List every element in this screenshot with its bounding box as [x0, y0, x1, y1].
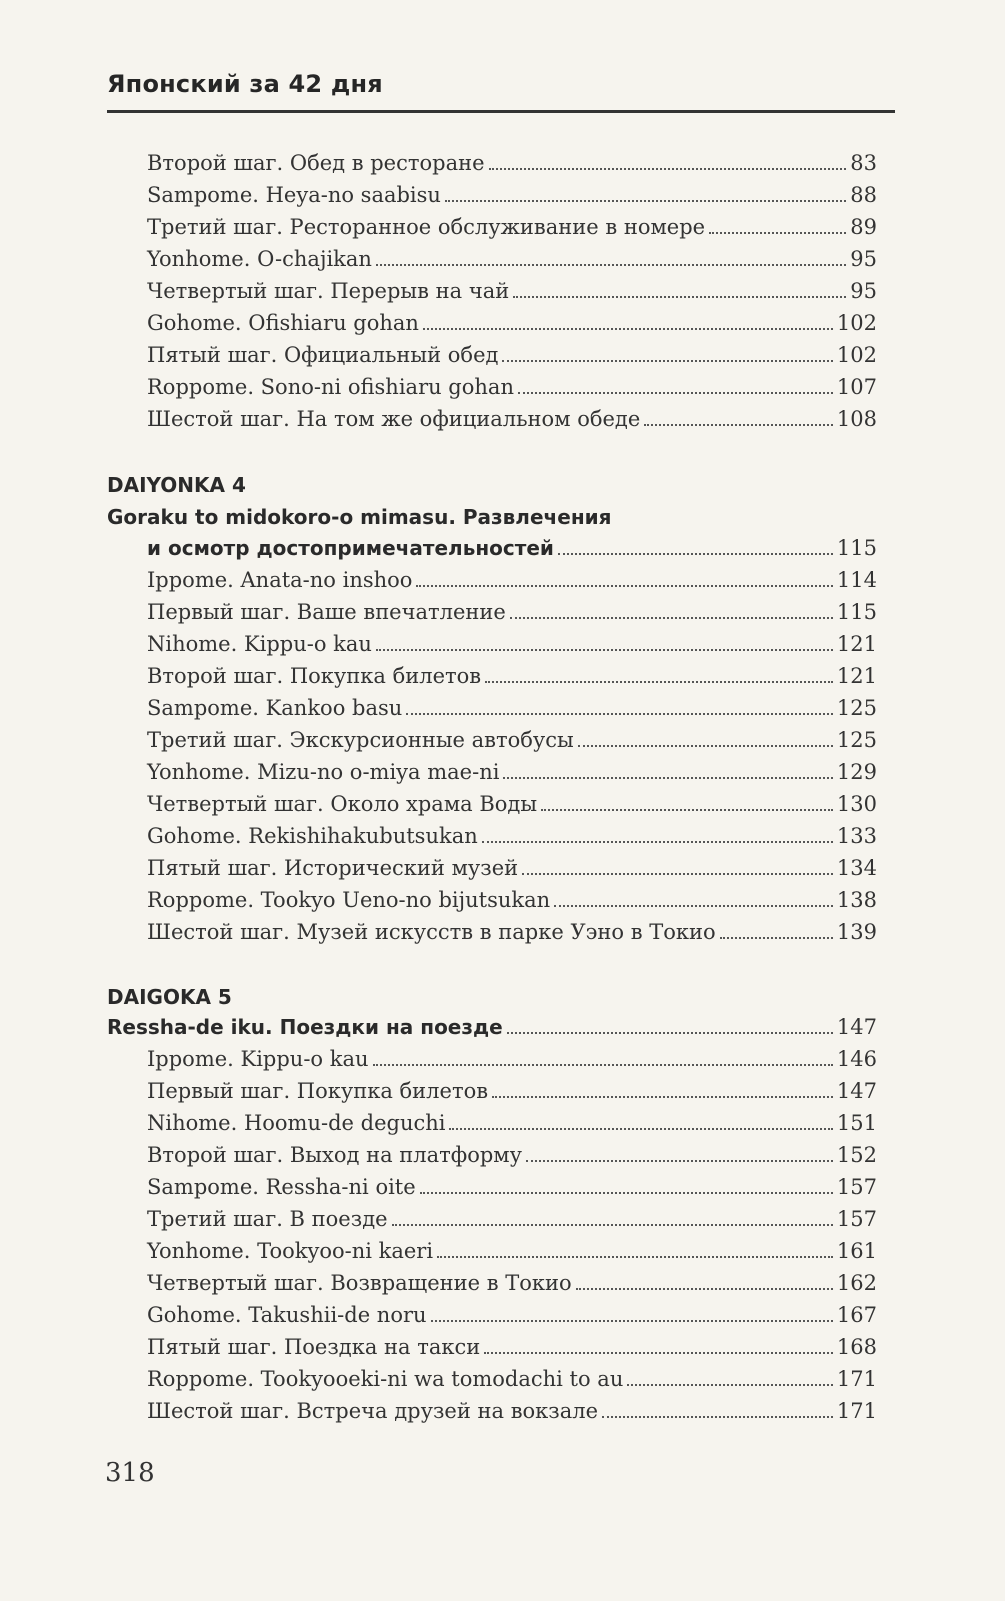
toc-entry-title: Ippome. Kippu-o kau	[147, 1047, 369, 1071]
toc-entry-title: Sampome. Heya-no saabisu	[147, 183, 441, 207]
toc-entry-page: 102	[836, 311, 877, 335]
toc-entry	[147, 1303, 877, 1327]
leader-dots	[489, 166, 847, 170]
toc-entry-page: 161	[836, 1239, 877, 1263]
toc-entry	[147, 600, 877, 624]
toc-entry-title: Roppome. Tookyooeki-ni wa tomodachi to au	[147, 1367, 624, 1391]
chapter-title-entry	[147, 536, 877, 560]
toc-entry-page: 130	[836, 792, 877, 816]
chapter-title-line2: и осмотр достопримечательностей	[147, 536, 554, 560]
leader-dots	[445, 198, 846, 202]
toc-entry-page: 151	[836, 1111, 877, 1135]
chapter-page: 115	[836, 536, 877, 560]
toc-entry	[147, 343, 877, 367]
toc-entry-title: Третий шаг. Экскурсионные автобусы	[147, 728, 574, 752]
toc-entry-page: 157	[836, 1207, 877, 1231]
leader-dots	[644, 422, 833, 426]
toc-entry-title: Sampome. Kankoo basu	[147, 696, 403, 720]
toc-entry-page: 121	[836, 632, 877, 656]
toc-entry	[147, 1079, 877, 1103]
toc-entry-page: 171	[836, 1399, 877, 1423]
toc-entry	[147, 856, 877, 880]
toc-entry	[147, 1047, 877, 1071]
leader-dots	[510, 615, 833, 619]
toc-entry	[147, 920, 877, 944]
toc-entry-page: 157	[836, 1175, 877, 1199]
leader-dots	[507, 1030, 833, 1034]
toc-entry-title: Четвертый шаг. Около храма Воды	[147, 792, 538, 816]
toc-entry-page: 88	[850, 183, 877, 207]
toc-entry-page: 95	[850, 279, 877, 303]
leader-dots	[627, 1382, 833, 1386]
leader-dots	[576, 1286, 833, 1290]
header-rule	[107, 110, 895, 113]
leader-dots	[437, 1254, 833, 1258]
toc-entry	[147, 1271, 877, 1295]
toc-entry-title: Пятый шаг. Поездка на такси	[147, 1335, 481, 1359]
toc-entry-page: 95	[850, 247, 877, 271]
toc-entry-title: Nihome. Hoomu-de deguchi	[147, 1111, 446, 1135]
leader-dots	[376, 647, 833, 651]
toc-entry-title: Шестой шаг. Музей искусств в парке Уэно в Токио	[147, 920, 716, 944]
leader-dots	[602, 1414, 833, 1418]
toc-entry-title: Roppome. Tookyo Ueno-no bijutsukan	[147, 888, 551, 912]
leader-dots	[492, 1094, 833, 1098]
leader-dots	[376, 262, 846, 266]
leader-dots	[484, 1350, 833, 1354]
chapter-label: DAIGOKA 5	[107, 985, 232, 1009]
toc-entry-page: 125	[836, 696, 877, 720]
toc-entry-page: 114	[836, 568, 877, 592]
toc-entry	[147, 792, 877, 816]
toc-entry	[147, 1175, 877, 1199]
toc-entry-title: Roppome. Sono-ni ofishiaru gohan	[147, 375, 514, 399]
toc-entry-page: 102	[836, 343, 877, 367]
leader-dots	[513, 294, 846, 298]
leader-dots	[420, 1190, 833, 1194]
toc-entry-title: Yonhome. O-chajikan	[147, 247, 372, 271]
leader-dots	[482, 839, 833, 843]
toc-entry-title: Шестой шаг. На том же официальном обеде	[147, 407, 641, 431]
leader-dots	[541, 807, 833, 811]
leader-dots	[558, 551, 833, 555]
leader-dots	[485, 679, 833, 683]
toc-entry-page: 133	[836, 824, 877, 848]
toc-entry-title: Третий шаг. Ресторанное обслуживание в номере	[147, 215, 706, 239]
toc-entry-page: 139	[836, 920, 877, 944]
toc-entry-page: 125	[836, 728, 877, 752]
toc-entry-title: Пятый шаг. Исторический музей	[147, 856, 519, 880]
chapter-page: 147	[836, 1015, 877, 1039]
toc-entry-title: Второй шаг. Выход на платформу	[147, 1143, 522, 1167]
toc-entry-title: Четвертый шаг. Возвращение в Токио	[147, 1271, 572, 1295]
toc-entry-title: Первый шаг. Ваше впечатление	[147, 600, 506, 624]
toc-entry-page: 115	[836, 600, 877, 624]
running-title: Японский за 42 дня	[107, 70, 383, 98]
toc-entry-title: Gohome. Ofishiaru gohan	[147, 311, 419, 335]
toc-entry-title: Yonhome. Mizu-no o-miya mae-ni	[147, 760, 500, 784]
toc-entry-page: 108	[836, 407, 877, 431]
toc-entry	[147, 375, 877, 399]
toc-entry	[147, 311, 877, 335]
toc-entry-title: Gohome. Takushii-de noru	[147, 1303, 427, 1327]
toc-entry	[147, 1207, 877, 1231]
chapter-title: Ressha-de iku. Поездки на поезде	[107, 1015, 503, 1039]
toc-entry	[147, 215, 877, 239]
toc-entry-page: 147	[836, 1079, 877, 1103]
toc-entry-page: 171	[836, 1367, 877, 1391]
page-number: 318	[105, 1458, 155, 1488]
toc-entry-title: Первый шаг. Покупка билетов	[147, 1079, 489, 1103]
toc-entry-title: Второй шаг. Обед в ресторане	[147, 151, 485, 175]
toc-entry	[147, 664, 877, 688]
toc-entry-page: 152	[836, 1143, 877, 1167]
leader-dots	[416, 583, 832, 587]
toc-entry-page: 83	[850, 151, 877, 175]
toc-entry	[147, 632, 877, 656]
toc-entry-page: 168	[836, 1335, 877, 1359]
toc-entry-page: 138	[836, 888, 877, 912]
toc-entry	[147, 888, 877, 912]
leader-dots	[518, 390, 833, 394]
leader-dots	[554, 903, 833, 907]
toc-entry	[147, 1367, 877, 1391]
leader-dots	[431, 1318, 833, 1322]
leader-dots	[392, 1222, 833, 1226]
toc-entry	[147, 279, 877, 303]
toc-entry	[147, 760, 877, 784]
toc-entry-page: 146	[836, 1047, 877, 1071]
leader-dots	[373, 1062, 833, 1066]
leader-dots	[503, 775, 832, 779]
leader-dots	[406, 711, 833, 715]
leader-dots	[526, 1158, 833, 1162]
toc-entry-title: Nihome. Kippu-o kau	[147, 632, 372, 656]
leader-dots	[502, 358, 832, 362]
toc-entry	[147, 183, 877, 207]
toc-entry	[147, 247, 877, 271]
toc-entry-page: 134	[836, 856, 877, 880]
toc-entry	[147, 568, 877, 592]
toc-entry	[147, 1239, 877, 1263]
chapter-title-entry	[107, 1015, 877, 1039]
toc-entry	[147, 1111, 877, 1135]
toc-entry	[147, 151, 877, 175]
chapter-title-line1: Goraku to midokoro-o mimasu. Развлечения	[107, 505, 612, 529]
toc-entry-title: Gohome. Rekishihakubutsukan	[147, 824, 478, 848]
toc-entry-title: Ippome. Anata-no inshoo	[147, 568, 413, 592]
toc-entry	[147, 696, 877, 720]
toc-entry-page: 162	[836, 1271, 877, 1295]
toc-entry	[147, 728, 877, 752]
leader-dots	[522, 871, 833, 875]
toc-entry-title: Пятый шаг. Официальный обед	[147, 343, 499, 367]
toc-entry-page: 107	[836, 375, 877, 399]
toc-entry-title: Yonhome. Tookyoo-ni kaeri	[147, 1239, 434, 1263]
chapter-label: DAIYONKA 4	[107, 473, 246, 497]
toc-entry-title: Sampome. Ressha-ni oite	[147, 1175, 416, 1199]
toc-entry	[147, 1335, 877, 1359]
toc-entry-page: 167	[836, 1303, 877, 1327]
leader-dots	[709, 230, 846, 234]
leader-dots	[720, 935, 833, 939]
toc-entry	[147, 407, 877, 431]
leader-dots	[449, 1126, 832, 1130]
toc-entry-page: 121	[836, 664, 877, 688]
leader-dots	[578, 743, 833, 747]
toc-entry-page: 89	[850, 215, 877, 239]
toc-entry-title: Четвертый шаг. Перерыв на чай	[147, 279, 510, 303]
toc-entry	[147, 824, 877, 848]
toc-entry	[147, 1143, 877, 1167]
toc-entry-page: 129	[836, 760, 877, 784]
toc-entry-title: Второй шаг. Покупка билетов	[147, 664, 482, 688]
toc-entry-title: Шестой шаг. Встреча друзей на вокзале	[147, 1399, 599, 1423]
toc-entry-title: Третий шаг. В поезде	[147, 1207, 388, 1231]
leader-dots	[423, 326, 833, 330]
toc-entry	[147, 1399, 877, 1423]
